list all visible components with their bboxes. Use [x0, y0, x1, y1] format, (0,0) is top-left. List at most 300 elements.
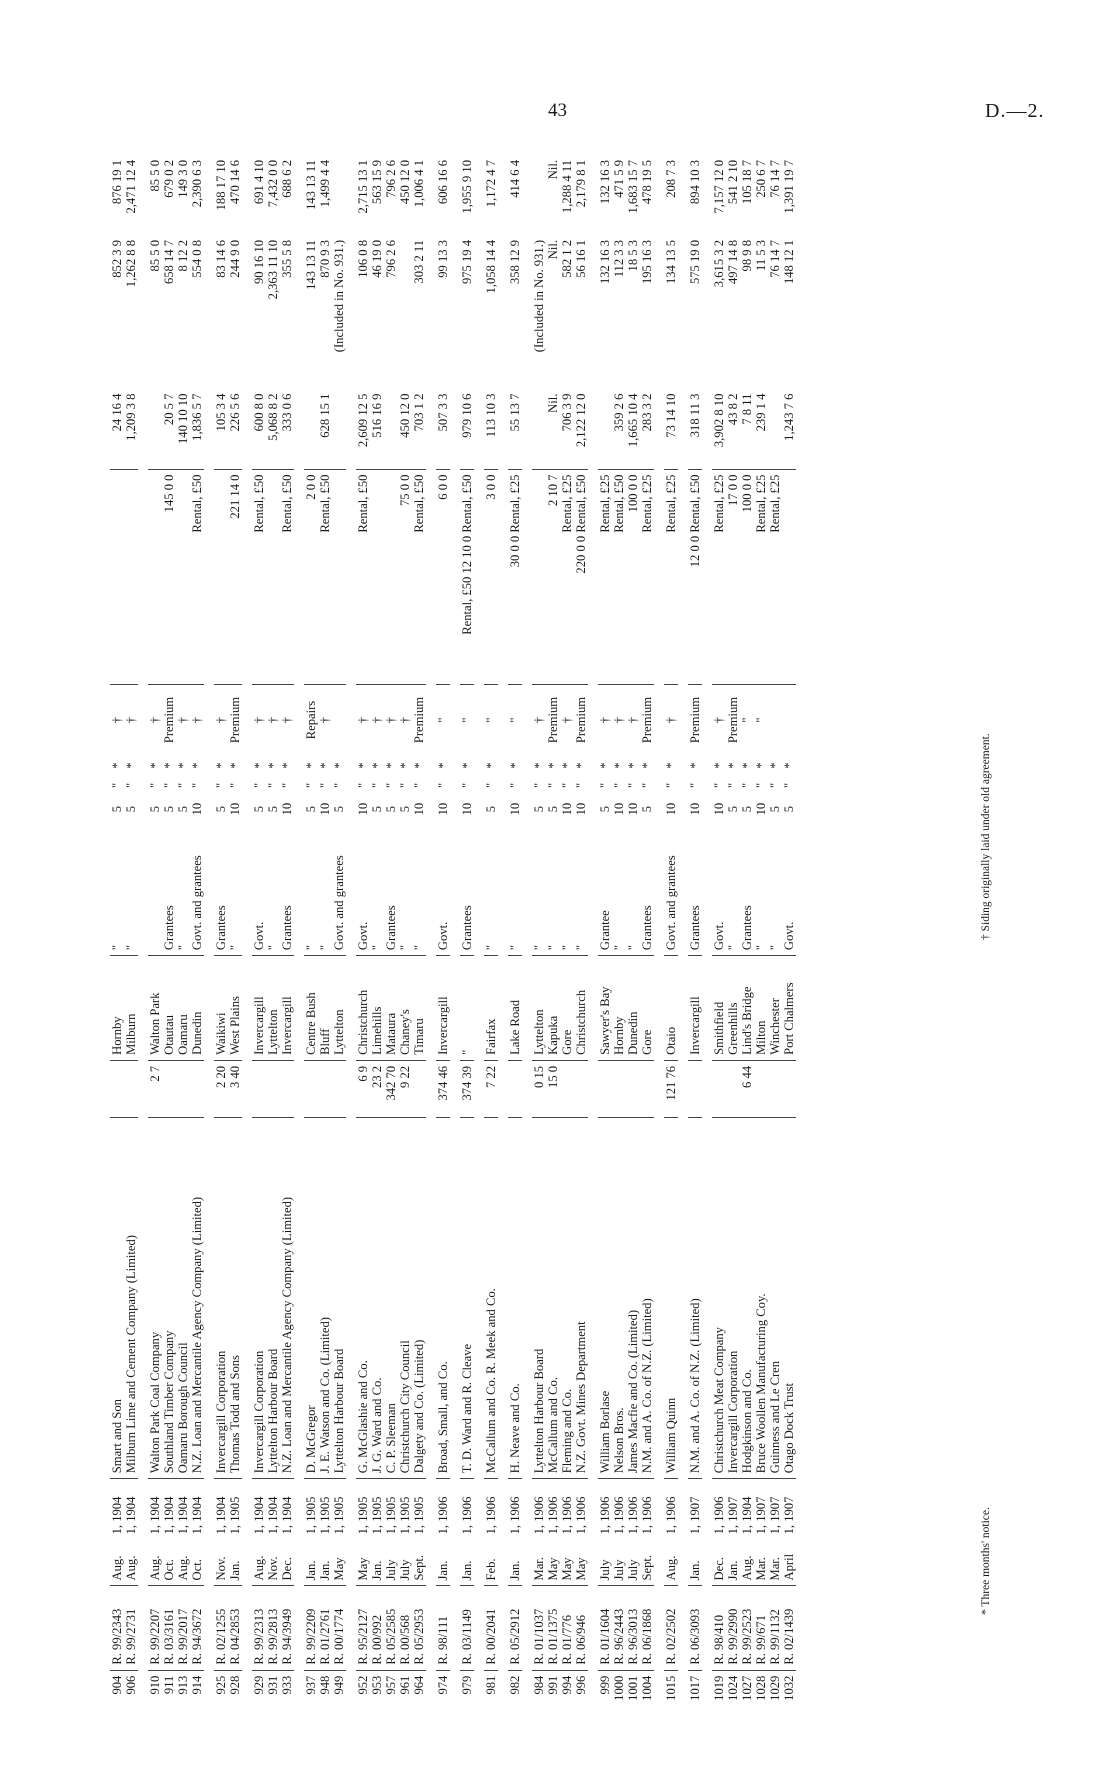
table-cell: 226 5 6	[228, 389, 242, 469]
table-cell: *	[546, 762, 560, 769]
table-cell: 982	[508, 1675, 522, 1695]
row-spacer	[522, 155, 532, 1715]
table-row	[484, 155, 498, 1715]
footnote-siding-old-agreement: † Siding originally laid under old agreement.	[980, 733, 992, 940]
table-cell: R. 06/946	[574, 1586, 588, 1670]
table-cell: Jan.	[304, 1539, 318, 1586]
table-cell: Govt.	[782, 823, 796, 955]
table-cell: †	[598, 716, 612, 724]
table-cell: C. P. Sleeman	[384, 1118, 398, 1479]
table-cell: 2 7	[148, 1060, 162, 1117]
table-cell	[162, 1060, 176, 1117]
table-cell: Timaru	[412, 956, 426, 1061]
table-cell: 870 9 3	[318, 239, 332, 278]
table-cell: 358 12 9	[508, 239, 522, 285]
table-cell: *	[412, 762, 426, 769]
table-cell: 1, 1906	[664, 1496, 678, 1535]
table-cell: R. 06/1868	[640, 1586, 654, 1670]
table-cell: R. 99/1132	[768, 1586, 782, 1670]
table-cell: 1,209 3 8	[124, 389, 138, 469]
table-cell: Nelson Bros.	[612, 1118, 626, 1479]
table-cell	[532, 469, 546, 684]
table-cell: Premium	[228, 696, 242, 744]
table-cell	[304, 1060, 318, 1117]
table-cell: R. 04/2853	[228, 1586, 242, 1670]
table-row	[318, 155, 332, 1715]
table-cell	[124, 469, 138, 684]
table-cell: 1, 1904	[162, 1496, 176, 1535]
table-cell: Premium	[546, 696, 560, 744]
table-cell: Rental, £50	[280, 469, 294, 684]
table-cell: 1001	[626, 1675, 640, 1701]
row-spacer	[702, 155, 712, 1715]
table-cell: *	[484, 762, 498, 769]
table-cell: 132 16 3	[598, 160, 612, 205]
table-cell: *	[782, 762, 796, 769]
table-cell: "	[176, 782, 190, 788]
table-cell	[148, 823, 162, 955]
table-cell: "	[574, 823, 588, 955]
table-cell: *	[754, 762, 768, 769]
table-cell: "	[304, 823, 318, 955]
table-cell: "	[124, 823, 138, 955]
table-cell: May	[356, 1539, 370, 1586]
table-cell: †	[266, 716, 280, 724]
table-cell: 1024	[726, 1675, 740, 1701]
table-cell: R. 02/2502	[664, 1586, 678, 1670]
table-cell: Fleming and Co.	[560, 1118, 574, 1479]
table-cell	[712, 1060, 726, 1117]
table-cell: "	[754, 717, 768, 723]
table-cell: "	[460, 782, 474, 788]
table-row	[190, 155, 204, 1715]
table-cell: Dec.	[280, 1539, 294, 1586]
row-spacer	[204, 155, 214, 1715]
table-cell: N.Z. Govt. Mines Department	[574, 1118, 588, 1479]
table-cell: R. 99/2813	[266, 1586, 280, 1670]
table-cell: 143 13 11	[304, 239, 318, 290]
table-cell: 1, 1907	[726, 1496, 740, 1535]
table-row	[782, 155, 796, 1715]
table-cell: R. 96/3013	[626, 1586, 640, 1670]
table-cell: Jan.	[688, 1539, 702, 1586]
table-cell: 563 15 9	[370, 160, 384, 205]
table-cell: Southland Timber Company	[162, 1118, 176, 1479]
table-cell: 99 13 3	[436, 239, 450, 278]
table-cell: *	[712, 762, 726, 769]
table-cell: 1, 1906	[484, 1496, 498, 1535]
table-cell: Grantees	[740, 823, 754, 955]
table-cell: "	[318, 823, 332, 955]
table-cell: 374 46	[436, 1060, 450, 1117]
row-spacer	[346, 155, 356, 1715]
table-row	[412, 155, 426, 1715]
table-cell: 5	[398, 805, 412, 813]
table-cell	[574, 1060, 588, 1117]
table-cell: 906	[124, 1675, 138, 1695]
table-cell: Rental, £50	[252, 469, 266, 684]
table-cell: Grantees	[214, 823, 228, 955]
table-cell: Guinness and Le Cren	[768, 1118, 782, 1479]
table-cell: 1, 1905	[304, 1496, 318, 1535]
table-cell: 516 16 9	[370, 389, 384, 469]
table-cell: 1, 1906	[508, 1496, 522, 1535]
table-cell: Centre Bush	[304, 956, 318, 1061]
table-cell: 283 3 2	[640, 389, 654, 469]
table-cell: 1, 1905	[370, 1496, 384, 1535]
table-cell: "	[560, 782, 574, 788]
table-cell: 1, 1904	[148, 1496, 162, 1535]
table-cell: Sept.	[640, 1539, 654, 1586]
table-cell: R. 99/2731	[124, 1586, 138, 1670]
table-cell: 132 16 3	[598, 239, 612, 285]
table-cell: N.Z. Loan and Mercantile Agency Company (Limited)	[280, 1118, 294, 1479]
table-cell: R. 00/1774	[332, 1586, 346, 1670]
table-cell: "	[532, 782, 546, 788]
table-cell: Mar.	[532, 1539, 546, 1586]
table-cell	[110, 1060, 124, 1117]
table-cell: "	[214, 782, 228, 788]
table-cell: 5	[640, 805, 654, 813]
table-cell	[318, 1060, 332, 1117]
table-cell	[532, 155, 546, 235]
table-cell	[768, 684, 782, 755]
table-cell: "	[436, 717, 450, 723]
table-cell: *	[190, 762, 204, 769]
table-row	[162, 155, 176, 1715]
table-cell: Smart and Son	[110, 1118, 124, 1479]
row-spacer	[450, 155, 460, 1715]
table-row	[726, 155, 740, 1715]
table-cell: Aug.	[740, 1539, 754, 1586]
table-cell: 1, 1906	[598, 1496, 612, 1535]
table-cell: *	[532, 762, 546, 769]
table-cell: 1017	[688, 1675, 702, 1701]
table-cell: 106 0 8	[356, 239, 370, 278]
table-cell: Rental, £50	[412, 469, 426, 684]
table-cell: †	[370, 716, 384, 724]
table-cell: 928	[228, 1675, 242, 1695]
table-cell: Otaio	[664, 956, 678, 1061]
table-cell: *	[214, 762, 228, 769]
sidings-table	[110, 155, 796, 1715]
table-cell: "	[712, 782, 726, 788]
table-row	[532, 155, 546, 1715]
table-cell: 3 0 0	[484, 469, 498, 684]
table-cell: N.Z. Loan and Mercantile Agency Company (Limited)	[190, 1118, 204, 1479]
table-cell: "	[370, 782, 384, 788]
table-cell: 145 0 0	[162, 469, 176, 684]
table-cell: "	[560, 823, 574, 955]
table-cell: Premium	[640, 696, 654, 744]
table-cell: R. 98/410	[712, 1586, 726, 1670]
table-cell: Nil.	[546, 160, 560, 180]
table-cell: 1, 1904	[110, 1496, 124, 1535]
table-row	[598, 155, 612, 1715]
table-cell: 904	[110, 1675, 124, 1695]
table-cell: 10	[612, 802, 626, 816]
table-cell: 10	[574, 802, 588, 816]
table-cell: Grantees	[162, 823, 176, 955]
table-cell: Otautau	[162, 956, 176, 1061]
table-cell: R. 02/1439	[782, 1586, 796, 1670]
table-cell: 73 14 10	[664, 389, 678, 469]
table-cell: 1,288 4 11	[560, 160, 574, 214]
table-cell: R. 00/2041	[484, 1586, 498, 1670]
table-cell: 113 10 3	[484, 389, 498, 469]
table-cell: R. 05/2585	[384, 1586, 398, 1670]
table-cell: Hodgkinson and Co.	[740, 1118, 754, 1479]
table-cell: "	[612, 823, 626, 955]
table-row	[560, 155, 574, 1715]
table-cell: McCallum and Co. R. Meek and Co.	[484, 1118, 498, 1479]
table-cell: 1004	[640, 1675, 654, 1701]
table-cell: *	[356, 762, 370, 769]
table-cell: 342 70	[384, 1060, 398, 1117]
table-cell: 98 9 8	[740, 239, 754, 272]
table-cell	[110, 469, 124, 684]
table-cell: H. Neave and Co.	[508, 1118, 522, 1479]
table-cell	[782, 469, 796, 684]
table-cell: 24 16 4	[110, 389, 124, 469]
table-cell: 8 12 2	[176, 239, 190, 272]
table-cell: "	[266, 823, 280, 955]
table-cell: Aug.	[124, 1539, 138, 1586]
table-cell: 911	[162, 1675, 176, 1695]
table-cell: "	[726, 782, 740, 788]
table-cell: 1,243 7 6	[782, 389, 796, 469]
table-cell: Winchester	[768, 956, 782, 1061]
table-cell: 691 4 10	[252, 160, 266, 205]
table-cell: Jan.	[228, 1539, 242, 1586]
table-cell: Grantees	[384, 823, 398, 955]
table-cell: (Included in No. 931.)	[332, 239, 346, 353]
table-cell: R. 99/2017	[176, 1586, 190, 1670]
table-cell: 1, 1906	[532, 1496, 546, 1535]
table-cell: 1028	[754, 1675, 768, 1701]
table-cell	[412, 1060, 426, 1117]
table-cell: 2,609 12 5	[356, 389, 370, 469]
table-cell: †	[532, 716, 546, 724]
table-cell: Rental, £25	[754, 469, 768, 684]
table-cell: "	[726, 823, 740, 955]
row-spacer	[242, 155, 252, 1715]
table-cell: 1029	[768, 1675, 782, 1701]
table-cell: 688 6 2	[280, 160, 294, 198]
table-cell: "	[740, 717, 754, 723]
table-cell: Invercargill Corporation	[252, 1118, 266, 1479]
table-cell: 239 1 4	[754, 389, 768, 469]
row-spacer	[426, 155, 436, 1715]
table-cell: 575 19 0	[688, 239, 702, 285]
table-cell: *	[332, 762, 346, 769]
table-cell: Govt. and grantees	[190, 823, 204, 955]
table-cell: *	[124, 762, 138, 769]
table-cell	[214, 469, 228, 684]
table-cell: Nil.	[546, 389, 560, 469]
table-cell: 17 0 0	[726, 469, 740, 684]
table-cell: "	[484, 782, 498, 788]
table-cell: †	[712, 716, 726, 724]
table-cell: Dec.	[712, 1539, 726, 1586]
table-cell	[782, 1060, 796, 1117]
table-cell: R. 00/992	[370, 1586, 384, 1670]
table-cell	[332, 469, 346, 684]
table-cell: R. 03/3161	[162, 1586, 176, 1670]
table-cell: †	[612, 716, 626, 724]
table-cell: "	[782, 782, 796, 788]
table-cell: *	[640, 762, 654, 769]
table-row	[460, 155, 474, 1715]
table-cell: 1, 1905	[228, 1496, 242, 1535]
table-cell: 2 10 7	[546, 469, 560, 684]
table-cell: Invercargill Corporation	[726, 1118, 740, 1479]
table-cell: R. 99/671	[754, 1586, 768, 1670]
table-cell: †	[148, 716, 162, 724]
table-cell: †	[398, 716, 412, 724]
table-cell: 3,615 3 2	[712, 239, 726, 288]
table-cell: Govt. and grantees	[332, 823, 346, 955]
table-cell: Rental, £50	[190, 469, 204, 684]
table-cell: *	[162, 762, 176, 769]
table-cell: Rental, £50	[318, 469, 332, 684]
table-cell: James Macfie and Co. (Limited)	[626, 1118, 640, 1479]
table-cell: Aug.	[252, 1539, 266, 1586]
table-cell: Hornby	[612, 956, 626, 1061]
table-cell: 1019	[712, 1675, 726, 1701]
table-cell: 996	[574, 1675, 588, 1695]
table-cell: †	[190, 716, 204, 724]
row-spacer	[474, 155, 484, 1715]
table-cell: Nov.	[214, 1539, 228, 1586]
table-cell: 1, 1905	[318, 1496, 332, 1535]
table-cell: 658 14 7	[162, 239, 176, 285]
table-cell: Feb.	[484, 1539, 498, 1586]
table-cell: R. 01/1604	[598, 1586, 612, 1670]
table-cell: 188 17 10	[214, 160, 228, 211]
table-cell: *	[598, 762, 612, 769]
table-cell: 220 0 0 Rental, £50	[574, 469, 588, 684]
table-cell	[532, 389, 546, 469]
table-row	[384, 155, 398, 1715]
table-cell: 1,665 10 4	[626, 389, 640, 469]
table-cell: 1027	[740, 1675, 754, 1701]
table-cell: Christchurch City Council	[398, 1118, 412, 1479]
table-cell: 1, 1904	[740, 1496, 754, 1535]
table-row	[768, 155, 782, 1715]
table-cell: Nil.	[546, 239, 560, 260]
table-cell: 43 8 2	[726, 389, 740, 469]
table-cell: "	[574, 782, 588, 788]
table-row	[214, 155, 228, 1715]
table-cell: Aug.	[664, 1539, 678, 1586]
table-cell: R. 01/1037	[532, 1586, 546, 1670]
table-cell: *	[266, 762, 280, 769]
table-cell: 984	[532, 1675, 546, 1695]
table-cell: Govt.	[356, 823, 370, 955]
table-cell: 1, 1904	[124, 1496, 138, 1535]
table-cell: 10	[412, 802, 426, 816]
row-spacer	[498, 155, 508, 1715]
table-cell: 1, 1907	[688, 1496, 702, 1535]
table-cell: "	[412, 823, 426, 955]
table-cell	[508, 1060, 522, 1117]
table-cell: 1, 1904	[266, 1496, 280, 1535]
table-cell: "	[754, 782, 768, 788]
table-cell: 10	[318, 802, 332, 816]
table-cell: "	[228, 823, 242, 955]
table-cell: 5	[546, 805, 560, 813]
table-cell: 450 12 0	[398, 389, 412, 469]
table-cell: 140 10 10	[176, 389, 190, 469]
table-cell: "	[612, 782, 626, 788]
table-cell: "	[412, 782, 426, 788]
table-cell: Milburn Lime and Cement Company (Limited)	[124, 1118, 138, 1479]
table-cell: Rental, £50 12 10 0 Rental, £50	[460, 469, 474, 684]
table-cell	[370, 469, 384, 684]
table-cell: 1, 1905	[384, 1496, 398, 1535]
table-cell: 10	[460, 802, 474, 816]
table-cell: *	[664, 762, 678, 769]
table-cell: "	[162, 782, 176, 788]
table-cell: 0 15	[532, 1060, 546, 1117]
table-cell: 1, 1905	[356, 1496, 370, 1535]
table-cell: 703 1 2	[412, 389, 426, 469]
table-cell: Mataura	[384, 956, 398, 1061]
table-row	[626, 155, 640, 1715]
table-cell: 991	[546, 1675, 560, 1695]
table-row	[754, 155, 768, 1715]
table-cell: William Borlase	[598, 1118, 612, 1479]
table-cell: 7,432 0 0	[266, 160, 280, 208]
table-cell	[612, 1060, 626, 1117]
table-cell: Grantees	[460, 823, 474, 955]
table-cell: Christchurch	[574, 956, 588, 1061]
table-cell: "	[318, 782, 332, 788]
table-cell	[332, 389, 346, 469]
table-cell: 5	[332, 805, 346, 813]
rotated-table-region	[110, 155, 1010, 1715]
table-cell: R. 94/3949	[280, 1586, 294, 1670]
table-cell: Rental, £25	[560, 469, 574, 684]
table-cell: R. 99/2313	[252, 1586, 266, 1670]
table-row	[664, 155, 678, 1715]
table-cell: 5	[598, 805, 612, 813]
table-cell: 10	[356, 802, 370, 816]
table-cell: 5	[110, 805, 124, 813]
table-cell: 999	[598, 1675, 612, 1695]
table-cell: Jan.	[318, 1539, 332, 1586]
table-row	[228, 155, 242, 1715]
table-cell	[398, 235, 412, 389]
table-cell: Otago Dock Trust	[782, 1118, 796, 1479]
table-cell: 5	[176, 805, 190, 813]
table-cell: Govt. and grantees	[664, 823, 678, 955]
table-cell: J. G. Ward and Co.	[370, 1118, 384, 1479]
table-cell: "	[398, 782, 412, 788]
table-cell: Oamaru Borough Council	[176, 1118, 190, 1479]
table-cell: 250 6 7	[754, 160, 768, 198]
table-row	[508, 155, 522, 1715]
table-cell	[688, 1060, 702, 1117]
table-cell: J. E. Watson and Co. (Limited)	[318, 1118, 332, 1479]
table-cell: 1, 1905	[412, 1496, 426, 1535]
table-cell: Chaney's	[398, 956, 412, 1061]
table-cell: 5	[782, 805, 796, 813]
table-cell: 5	[214, 805, 228, 813]
table-cell: 9 22	[398, 1060, 412, 1117]
table-cell: 5	[148, 805, 162, 813]
